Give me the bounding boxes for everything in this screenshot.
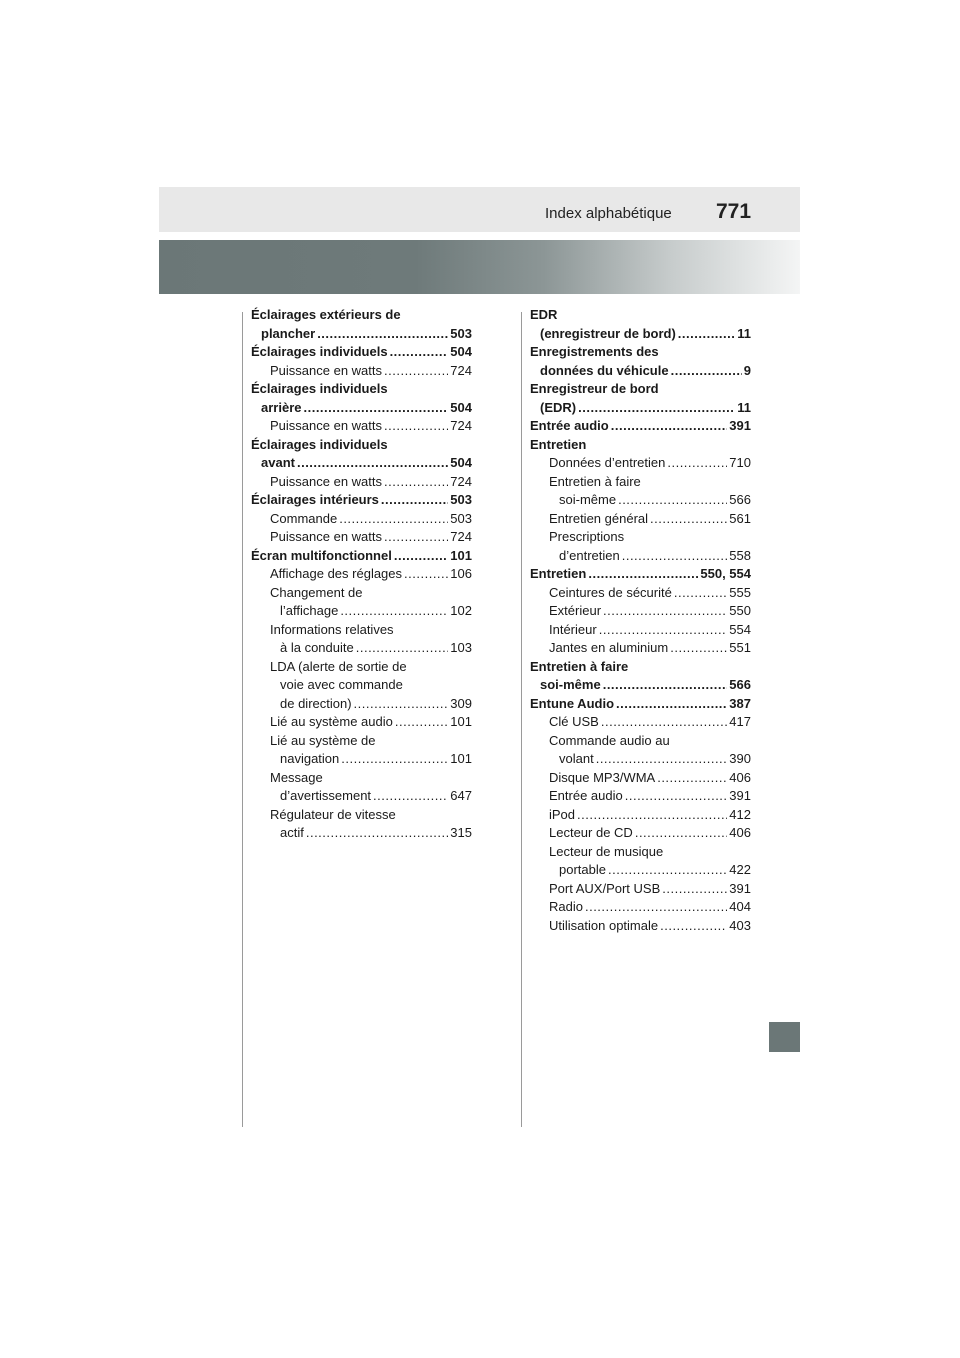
page-reference[interactable]: 724 xyxy=(450,362,472,378)
leader-dots xyxy=(356,639,449,658)
index-entry xyxy=(530,436,751,455)
entry-term: Changement de xyxy=(270,584,363,600)
entry-term: Puissance en watts xyxy=(270,529,383,544)
leader-dots xyxy=(618,491,727,510)
index-subentry xyxy=(530,639,751,658)
index-subentry xyxy=(530,713,751,732)
index-subentry xyxy=(530,510,751,529)
page-reference[interactable]: 647 xyxy=(450,788,472,803)
column-divider-left xyxy=(242,312,243,1127)
entry-term: plancher xyxy=(261,325,316,341)
leader-dots xyxy=(578,399,735,418)
entry-term: Radio xyxy=(549,899,583,914)
leader-dots xyxy=(608,861,727,880)
index-subentry xyxy=(251,806,472,843)
index-subentry xyxy=(530,806,751,825)
page-reference[interactable]: 417 xyxy=(729,714,751,729)
entry-term: Message xyxy=(270,769,323,785)
page-reference[interactable]: 390 xyxy=(729,751,751,766)
entry-term: arrière xyxy=(261,399,302,415)
index-subentry xyxy=(251,528,472,547)
page-reference[interactable]: 404 xyxy=(729,899,751,914)
leader-dots xyxy=(603,602,727,621)
entry-term: d’entretien xyxy=(559,547,620,563)
index-entry xyxy=(251,491,472,510)
page-reference[interactable]: 102 xyxy=(450,603,472,618)
entry-term: Affichage des réglages xyxy=(270,566,403,581)
entry-term: Éclairages individuels xyxy=(251,436,388,452)
page-reference[interactable]: 406 xyxy=(729,769,751,785)
leader-dots xyxy=(404,565,448,584)
index-subentry xyxy=(530,898,751,917)
page-reference[interactable]: 406 xyxy=(729,825,751,840)
index-subentry xyxy=(530,880,751,899)
entry-term: Entretien à faire xyxy=(530,658,629,674)
page-reference[interactable]: 103 xyxy=(450,640,472,655)
leader-dots xyxy=(317,325,448,344)
entry-term: Lié au système audio xyxy=(270,714,393,729)
index-subentry xyxy=(530,602,751,621)
entry-term: Écran multifonctionnel xyxy=(251,547,392,563)
entry-term: d’avertissement xyxy=(280,788,372,803)
index-subentry xyxy=(251,473,472,492)
index-subentry xyxy=(530,528,751,565)
entry-term: Port AUX/Port USB xyxy=(549,880,661,896)
leader-dots xyxy=(381,491,448,510)
page-reference[interactable]: 724 xyxy=(450,418,472,433)
index-subentry xyxy=(251,417,472,436)
page-reference[interactable]: 422 xyxy=(729,862,751,877)
chapter-thumb-tab[interactable] xyxy=(769,1022,800,1052)
leader-dots xyxy=(390,343,449,362)
entry-term: iPod xyxy=(549,806,576,822)
entry-term: Entrée audio xyxy=(549,788,623,803)
decorative-band xyxy=(159,240,800,294)
page-reference[interactable]: 309 xyxy=(450,695,472,711)
leader-dots xyxy=(660,917,727,936)
index-subentry xyxy=(251,732,472,769)
entry-term: Entune Audio xyxy=(530,695,615,711)
entry-term: Prescriptions xyxy=(549,529,625,544)
entry-term: Entretien général xyxy=(549,510,649,526)
leader-dots xyxy=(588,565,698,584)
index-entry xyxy=(251,547,472,566)
page-reference[interactable]: 387 xyxy=(729,695,751,711)
entry-term: Lié au système de xyxy=(270,732,376,748)
leader-dots xyxy=(341,750,448,769)
page-reference[interactable]: 550 xyxy=(729,603,751,618)
section-title: Index alphabétique xyxy=(545,205,672,222)
entry-term: à la conduite xyxy=(280,640,354,655)
entry-term: Éclairages intérieurs xyxy=(251,492,379,507)
entry-term: Éclairages individuels xyxy=(251,381,388,396)
leader-dots xyxy=(596,750,728,769)
header-bar xyxy=(159,187,800,232)
entry-term: voie avec commande xyxy=(280,677,403,692)
leader-dots xyxy=(577,806,727,825)
page-reference[interactable]: 558 xyxy=(729,547,751,563)
page-reference[interactable]: 724 xyxy=(450,473,472,489)
index-subentry xyxy=(530,843,751,880)
index-subentry xyxy=(251,565,472,584)
page-reference[interactable]: 391 xyxy=(729,880,751,896)
index-subentry xyxy=(251,769,472,806)
page-reference[interactable]: 11 xyxy=(737,399,751,415)
leader-dots xyxy=(384,417,448,436)
entry-term: soi-même xyxy=(559,492,617,507)
index-subentry xyxy=(251,510,472,529)
index-subentry xyxy=(530,732,751,769)
page-reference[interactable]: 315 xyxy=(450,825,472,840)
index-entry xyxy=(530,306,751,343)
entry-term: Disque MP3/WMA xyxy=(549,769,656,785)
entry-term: portable xyxy=(559,862,606,877)
entry-term: Extérieur xyxy=(549,603,602,618)
leader-dots xyxy=(674,584,727,603)
entry-term: Entrée audio xyxy=(530,418,609,433)
leader-dots xyxy=(650,510,727,529)
entry-term: avant xyxy=(261,455,295,470)
index-column-left xyxy=(251,306,472,843)
index-column-right xyxy=(530,306,751,935)
entry-term: Enregistreur de bord xyxy=(530,381,659,396)
entry-term: Éclairages extérieurs de xyxy=(251,307,401,322)
entry-term: Lecteur de CD xyxy=(549,825,633,840)
leader-dots xyxy=(625,787,728,806)
entry-term: Commande xyxy=(270,510,338,526)
page-reference[interactable]: 101 xyxy=(450,751,472,766)
index-subentry xyxy=(530,769,751,788)
entry-term: (EDR) xyxy=(540,399,577,415)
leader-dots xyxy=(384,528,448,547)
entry-term: Éclairages individuels xyxy=(251,344,388,359)
page-reference[interactable]: 724 xyxy=(450,529,472,544)
entry-term: volant xyxy=(559,751,594,766)
page-reference[interactable]: 710 xyxy=(729,455,751,470)
page-reference[interactable]: 412 xyxy=(729,806,751,822)
index-subentry xyxy=(530,917,751,936)
entry-term: soi-même xyxy=(540,677,601,692)
page-reference[interactable]: 503 xyxy=(450,492,472,507)
index-entry xyxy=(251,306,472,343)
leader-dots xyxy=(340,602,448,621)
leader-dots xyxy=(616,695,727,714)
leader-dots xyxy=(373,787,448,806)
entry-term: Commande audio au xyxy=(549,732,670,748)
leader-dots xyxy=(667,454,727,473)
leader-dots xyxy=(354,695,449,714)
leader-dots xyxy=(339,510,448,529)
entry-term: Entretien à faire xyxy=(549,473,641,489)
entry-term: LDA (alerte de sortie de xyxy=(270,658,407,674)
leader-dots xyxy=(599,621,728,640)
index-entry xyxy=(530,417,751,436)
index-entry xyxy=(251,343,472,362)
entry-term: données du véhicule xyxy=(540,362,669,378)
page-reference[interactable]: 566 xyxy=(729,677,751,692)
index-entry xyxy=(530,695,751,714)
page-reference[interactable]: 403 xyxy=(729,917,751,933)
entry-term: Lecteur de musique xyxy=(549,843,664,859)
entry-term: Puissance en watts xyxy=(270,418,383,433)
index-subentry xyxy=(530,454,751,473)
leader-dots xyxy=(585,898,727,917)
leader-dots xyxy=(306,824,448,843)
page-reference[interactable]: 11 xyxy=(737,325,751,341)
entry-term: EDR xyxy=(530,307,558,322)
entry-term: actif xyxy=(280,825,304,840)
page-reference[interactable]: 101 xyxy=(450,714,472,729)
index-entry xyxy=(251,380,472,417)
entry-term: Puissance en watts xyxy=(270,473,383,489)
entry-term: Jantes en aluminium xyxy=(549,640,669,655)
leader-dots xyxy=(601,713,727,732)
entry-term: Données d’entretien xyxy=(549,455,666,470)
page-number: 771 xyxy=(716,200,752,223)
index-entry xyxy=(530,343,751,380)
entry-term: Utilisation optimale xyxy=(549,917,659,933)
entry-term: de direction) xyxy=(280,695,352,711)
page-reference[interactable]: 551 xyxy=(729,640,751,655)
column-divider-right xyxy=(521,312,522,1127)
page-reference[interactable]: 504 xyxy=(450,399,472,415)
index-subentry xyxy=(530,473,751,510)
index-entry xyxy=(530,658,751,695)
entry-term: Enregistrements des xyxy=(530,344,659,359)
page-reference[interactable]: 101 xyxy=(450,547,472,563)
page-reference[interactable]: 561 xyxy=(729,510,751,526)
leader-dots xyxy=(384,473,448,492)
entry-term: Clé USB xyxy=(549,714,599,729)
index-subentry xyxy=(530,584,751,603)
page-reference[interactable]: 106 xyxy=(450,566,472,581)
index-subentry xyxy=(251,621,472,658)
index-subentry xyxy=(251,362,472,381)
page-reference[interactable]: 391 xyxy=(729,418,751,433)
page-reference[interactable]: 9 xyxy=(743,362,751,378)
page-reference[interactable]: 550, 554 xyxy=(700,566,751,581)
entry-term: (enregistreur de bord) xyxy=(540,325,676,341)
entry-term: Ceintures de sécurité xyxy=(549,584,672,600)
leader-dots xyxy=(303,399,448,418)
index-subentry xyxy=(251,713,472,732)
leader-dots xyxy=(662,880,727,899)
entry-term: Intérieur xyxy=(549,621,597,637)
entry-term: navigation xyxy=(280,751,340,766)
page-reference[interactable]: 391 xyxy=(729,788,751,803)
index-entry xyxy=(530,380,751,417)
index-entry xyxy=(251,436,472,473)
leader-dots xyxy=(671,362,742,381)
page-reference[interactable]: 566 xyxy=(729,492,751,507)
index-subentry xyxy=(530,787,751,806)
leader-dots xyxy=(603,676,728,695)
leader-dots xyxy=(678,325,735,344)
leader-dots xyxy=(384,362,448,381)
index-subentry xyxy=(530,621,751,640)
entry-term: Puissance en watts xyxy=(270,362,383,378)
page-reference[interactable]: 554 xyxy=(729,621,751,637)
page-reference[interactable]: 504 xyxy=(450,455,472,470)
leader-dots xyxy=(395,713,448,732)
leader-dots xyxy=(611,417,728,436)
page-reference[interactable]: 503 xyxy=(450,325,472,341)
index-subentry xyxy=(530,824,751,843)
leader-dots xyxy=(657,769,727,788)
page-reference[interactable]: 503 xyxy=(450,510,472,526)
leader-dots xyxy=(670,639,727,658)
entry-term: l’affichage xyxy=(280,603,339,618)
entry-term: Régulateur de vitesse xyxy=(270,806,396,822)
index-entry xyxy=(530,565,751,584)
page-reference[interactable]: 555 xyxy=(729,584,751,600)
leader-dots xyxy=(297,454,448,473)
leader-dots xyxy=(394,547,448,566)
leader-dots xyxy=(622,547,728,566)
leader-dots xyxy=(635,824,727,843)
index-subentry xyxy=(251,658,472,714)
entry-term: Informations relatives xyxy=(270,621,394,637)
page-reference[interactable]: 504 xyxy=(450,344,472,359)
entry-term: Entretien xyxy=(530,436,587,452)
index-subentry xyxy=(251,584,472,621)
entry-term: Entretien xyxy=(530,566,587,581)
